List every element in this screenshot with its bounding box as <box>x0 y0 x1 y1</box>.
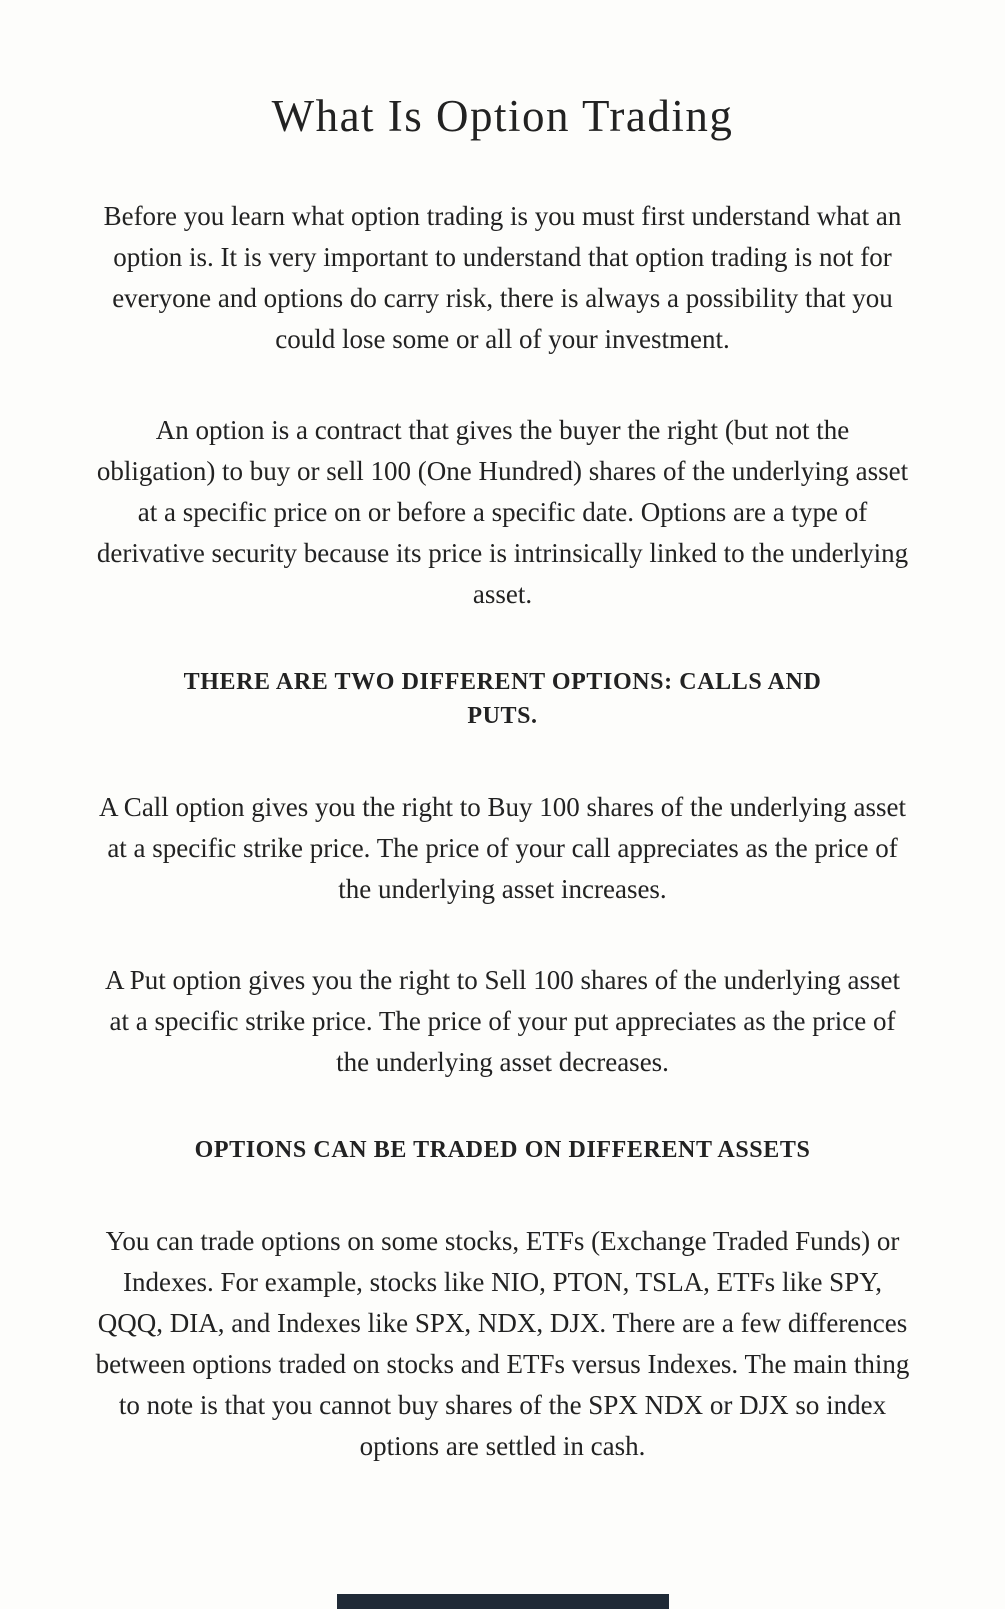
footer-bar <box>337 1594 669 1609</box>
paragraph-intro-1: Before you learn what option trading is you must first understand what an option is. It is very important to understand that option trading is not for everyone and options do carry risk, there is always a possibility that you could lose some or all of your investment. <box>103 201 902 354</box>
heading-calls-and-puts: THERE ARE TWO DIFFERENT OPTIONS: CALLS AND PUTS. <box>183 669 822 729</box>
page-title: What Is Option Trading <box>271 91 734 141</box>
paragraph-call-option: A Call option gives you the right to Buy 100 shares of the underlying asset at a specific strike price. The price of your call appreciates as the price of the underlying asset increases. <box>99 792 906 904</box>
paragraph-put-option: A Put option gives you the right to Sell 100 shares of the underlying asset at a specific strike price. The price of your put appreciates as the price of the underlying asset decreases. <box>105 965 900 1077</box>
heading-traded-assets: OPTIONS CAN BE TRADED ON DIFFERENT ASSETS <box>194 1137 811 1163</box>
article <box>95 0 910 1467</box>
paragraph-intro-2: An option is a contract that gives the buyer the right (but not the obligation) to buy or sell 100 (One Hundred) shares of the underlying asset at a specific price on or before a specific date. Options are a type of derivative security because its price is intrinsically linked to the underlying asset. <box>96 415 909 609</box>
paragraph-assets: You can trade options on some stocks, ETFs (Exchange Traded Funds) or Indexes. For example, stocks like NIO, PTON, TSLA, ETFs like SPY, QQQ, DIA, and Indexes like SPX, NDX, DJX. There are a few differences between options traded on stocks and ETFs versus Indexes. The main thing to note is that you cannot buy shares of the SPX NDX or DJX so index options are settled in cash. <box>95 1226 910 1461</box>
